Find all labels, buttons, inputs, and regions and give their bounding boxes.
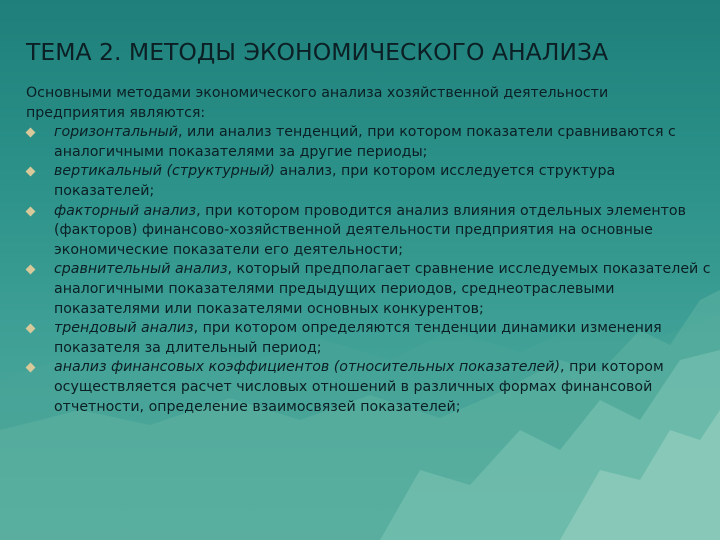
method-description: , при котором проводится анализ влияния отдельных элементов (факторов) финансово-хозяйственной деятельности предприятия на основные экономические показатели его деятельности; bbox=[54, 202, 686, 258]
intro-text: Основными методами экономического анализа хозяйственной деятельности предприятия являются: bbox=[26, 85, 609, 121]
slide-content bbox=[26, 84, 711, 417]
method-term: вертикальный (структурный) bbox=[54, 163, 275, 180]
list-item bbox=[26, 319, 711, 358]
list-item bbox=[26, 260, 711, 319]
method-description: , или анализ тенденций, при котором показатели сравниваются с аналогичными показателями за другие периоды; bbox=[54, 124, 676, 160]
diamond-bullet-icon bbox=[26, 167, 36, 177]
method-description: , при котором определяются тенденции динамики изменения показателя за длительный период; bbox=[54, 320, 662, 356]
slide-title: ТЕМА 2. МЕТОДЫ ЭКОНОМИЧЕСКОГО АНАЛИЗА bbox=[26, 38, 609, 66]
list-item bbox=[26, 202, 711, 261]
method-term: сравнительный анализ bbox=[54, 261, 228, 278]
list-item bbox=[26, 123, 711, 162]
method-description: , который предполагает сравнение исследуемых показателей с аналогичными показателями предыдущих периодов, среднеотраслевыми показателями или показателями основных конкурентов; bbox=[54, 261, 711, 317]
methods-list bbox=[26, 123, 711, 417]
diamond-bullet-icon bbox=[26, 324, 36, 334]
diamond-bullet-icon bbox=[26, 206, 36, 216]
diamond-bullet-icon bbox=[26, 363, 36, 373]
method-term: факторный анализ bbox=[54, 202, 197, 219]
method-description: , при котором осуществляется расчет числовых отношений в различных формах финансовой отчетности, определение взаимосвязей показателей; bbox=[54, 359, 664, 415]
method-description: анализ, при котором исследуется структура показателей; bbox=[54, 163, 616, 199]
list-item bbox=[26, 162, 711, 201]
diamond-bullet-icon bbox=[26, 265, 36, 275]
list-item bbox=[26, 358, 711, 417]
diamond-bullet-icon bbox=[26, 128, 36, 138]
method-term: трендовый анализ bbox=[54, 320, 194, 337]
method-term: горизонтальный bbox=[54, 124, 178, 141]
method-term: анализ финансовых коэффициентов (относительных показателей) bbox=[54, 359, 561, 376]
